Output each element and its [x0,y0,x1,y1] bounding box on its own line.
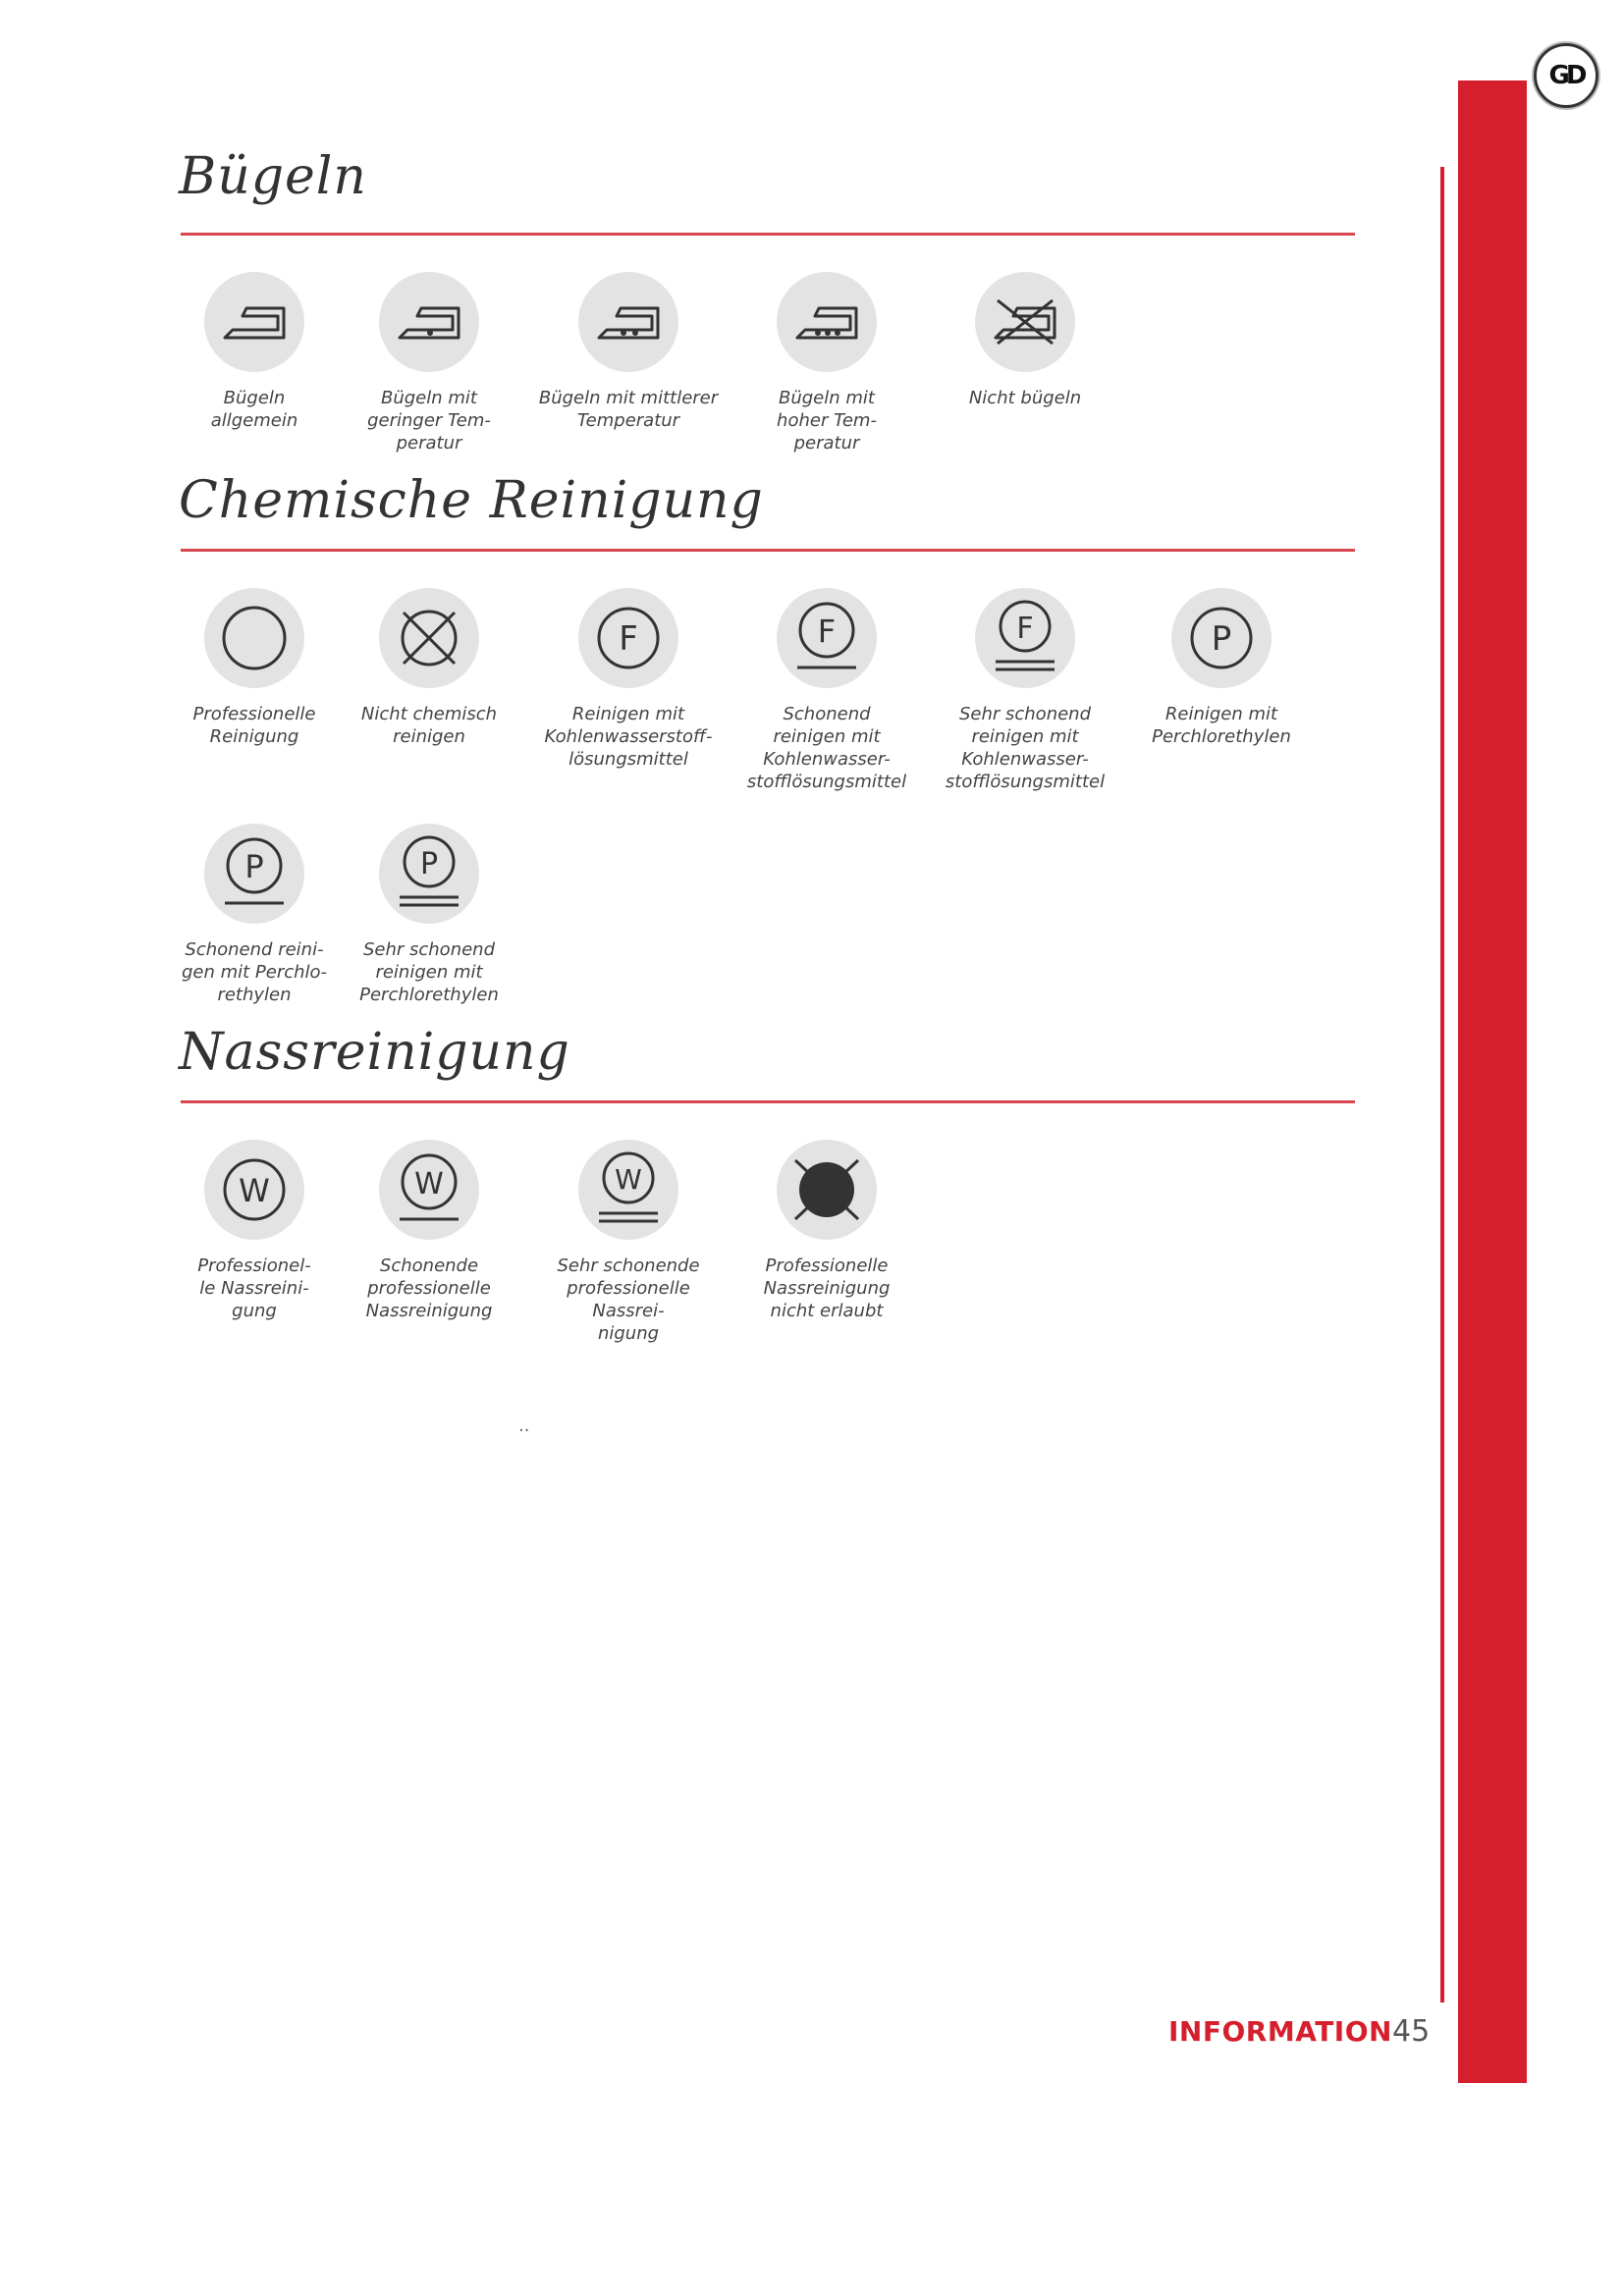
care-item-ironing-none [927,271,1123,409]
care-item-label: Reinigen mit Perchlorethylen [1152,704,1291,747]
care-item-dry-p-gentle [156,823,352,1006]
care-item-label: Professionel- le Nassreini- gung [197,1255,311,1321]
care-item-dry-p-very-gentle [331,823,527,1006]
iron-one-dot-icon [378,271,480,373]
section-rule-dry-cleaning [181,549,1355,552]
stray-mark: .. [518,1415,530,1436]
footer-section-label: INFORMATION [1168,2015,1392,2048]
care-item-label: Schonende professionelle Nassreinigung [365,1255,493,1321]
w-circle-crossed-icon [776,1139,878,1241]
care-item-ironing-medium [530,271,727,432]
care-item-dry-f [530,587,727,771]
care-item-ironing-high [729,271,925,454]
svg-text:F: F [1016,612,1034,646]
care-item-label: Nicht bügeln [968,388,1082,408]
svg-text:F: F [817,613,837,650]
f-circle-one-bar-icon [776,587,878,689]
iron-crossed-icon [974,271,1076,373]
svg-text:P: P [1211,619,1232,659]
iron-three-dots-icon [776,271,878,373]
iron-two-dots-icon [577,271,679,373]
care-item-ironing-low [331,271,527,454]
care-item-label: Professionelle Reinigung [192,704,316,747]
care-item-label: Professionelle Nassreinigung nicht erlaubt [763,1255,891,1321]
care-item-dry-f-gentle [729,587,925,793]
care-item-ironing-general [156,271,352,432]
f-circle-two-bars-icon [974,587,1076,689]
care-item-label: Bügeln mit hoher Tem- peratur [777,388,877,454]
care-item-label: Nicht chemisch reinigen [360,704,498,747]
care-item-dry-f-very-gentle [927,587,1123,793]
section-title-wet-cleaning: Nassreinigung [179,1023,570,1082]
care-item-label: Bügeln mit mittlerer Temperatur [538,388,719,431]
care-item-label: Reinigen mit Kohlenwasserstoff- lösungsmittel [544,704,713,770]
svg-text:P: P [419,847,439,881]
brand-logo [1534,43,1598,108]
svg-text:P: P [244,848,264,885]
p-circle-two-bars-icon [378,823,480,925]
section-title-ironing: Bügeln [179,147,367,206]
care-item-label: Sehr schonend reinigen mit Kohlenwasser- stofflösungsmittel [945,704,1106,792]
brand-logo-text: GD [1548,61,1584,90]
w-circle-one-bar-icon [378,1139,480,1241]
care-item-label: Sehr schonend reinigen mit Perchlorethylen [359,939,499,1005]
circle-icon [203,587,305,689]
circle-crossed-icon [378,587,480,689]
care-item-label: Bügeln allgemein [210,388,298,431]
p-circle-one-bar-icon [203,823,305,925]
side-accent-line [1440,167,1444,2002]
section-rule-ironing [181,233,1355,236]
care-item-wet-gentle [331,1139,527,1322]
care-item-dry-p [1123,587,1320,748]
section-title-dry-cleaning: Chemische Reinigung [179,471,764,530]
care-item-dry-professional [156,587,352,748]
w-circle-icon [203,1139,305,1241]
care-item-wet-very-gentle [530,1139,727,1345]
care-item-label: Schonend reinigen mit Kohlenwasser- stofflösungsmittel [746,704,907,792]
svg-text:W: W [615,1163,642,1196]
svg-text:F: F [619,619,638,659]
page-number: 45 [1392,2014,1431,2049]
svg-text:W: W [414,1167,444,1201]
p-circle-icon [1170,587,1272,689]
svg-text:W: W [239,1172,270,1209]
side-accent-bar [1458,80,1527,2083]
section-rule-wet-cleaning [181,1100,1355,1103]
care-item-wet-professional [156,1139,352,1322]
care-item-wet-none [729,1139,925,1322]
care-item-dry-none [331,587,527,748]
care-item-label: Schonend reini- gen mit Perchlo- rethylen [181,939,328,1005]
care-item-label: Sehr schonende professionelle Nassrei- nigung [557,1255,700,1344]
care-item-label: Bügeln mit geringer Tem- peratur [367,388,491,454]
w-circle-two-bars-icon [577,1139,679,1241]
f-circle-icon [577,587,679,689]
iron-icon [203,271,305,373]
